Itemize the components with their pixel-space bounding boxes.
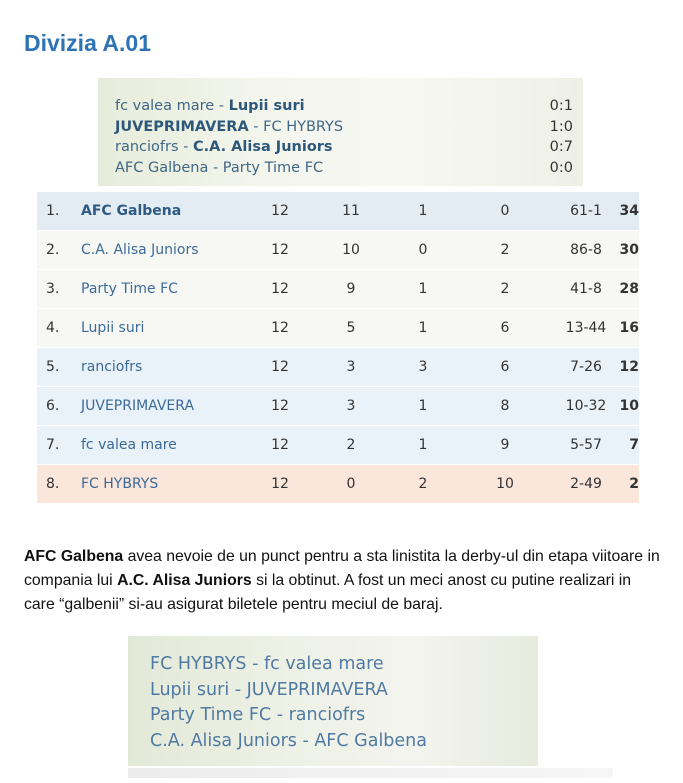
won: 0 [346, 476, 356, 492]
points: 28 [619, 281, 639, 297]
team-name[interactable]: ranciofrs [81, 359, 143, 375]
fixtures-box [128, 636, 538, 766]
results-box [98, 78, 583, 186]
lost: 9 [500, 437, 510, 453]
points: 16 [619, 320, 639, 336]
page-title: Divizia A.01 [24, 30, 151, 56]
points: 10 [619, 398, 639, 414]
team-highlight: AFC Galbena [24, 548, 124, 565]
position: 6. [46, 398, 60, 414]
home-team: AFC Galbena [115, 159, 209, 176]
won: 10 [342, 242, 360, 258]
played: 12 [271, 242, 289, 258]
fixtures-bottom-strip [128, 768, 613, 778]
table-row [37, 387, 639, 426]
score: 1:0 [549, 118, 573, 135]
lost: 2 [500, 242, 510, 258]
score: 0:1 [549, 98, 573, 115]
team-name[interactable]: AFC Galbena [81, 203, 182, 219]
lost: 0 [500, 203, 510, 219]
position: 4. [46, 320, 60, 336]
match-report: AFC Galbena avea nevoie de un punct pentru a sta linistita la derby-ul din etapa viitoare in compania lui A.C. Alisa Juniors si la obtinut. A fost un meci anost cu putine realizari in care “galbenii” si-au asigurat biletele pentru meciul de baraj. [24, 548, 660, 613]
score: 0:7 [549, 139, 573, 156]
goals: 2-49 [570, 476, 602, 492]
drawn: 1 [418, 320, 428, 336]
position: 3. [46, 281, 60, 297]
home-team: JUVEPRIMAVERA [115, 118, 249, 135]
won: 2 [346, 437, 356, 453]
played: 12 [271, 203, 289, 219]
won: 3 [346, 359, 356, 375]
played: 12 [271, 281, 289, 297]
won: 5 [346, 320, 356, 336]
lost: 10 [496, 476, 514, 492]
won: 11 [342, 203, 360, 219]
lost: 6 [500, 320, 510, 336]
table-row [37, 270, 639, 309]
away-team: Party Time FC [222, 159, 324, 176]
position: 1. [46, 203, 60, 219]
table-row [37, 192, 639, 231]
drawn: 1 [418, 398, 428, 414]
table-row [37, 348, 639, 387]
position: 2. [46, 242, 60, 258]
played: 12 [271, 476, 289, 492]
fixture-row: FC HYBRYS - fc valea mare [150, 654, 384, 674]
result-row: JUVEPRIMAVERA - FC HYBRYS 1:0 [115, 118, 573, 135]
team-name[interactable]: FC HYBRYS [81, 476, 159, 492]
goals: 41-8 [570, 281, 602, 297]
drawn: 1 [418, 203, 428, 219]
goals: 86-8 [570, 242, 602, 258]
table-row [37, 309, 639, 348]
away-team: Lupii suri [228, 98, 305, 115]
goals: 5-57 [570, 437, 602, 453]
team-name[interactable]: Party Time FC [81, 281, 178, 297]
drawn: 3 [418, 359, 428, 375]
points: 2 [629, 476, 639, 492]
fixture-row: C.A. Alisa Juniors - AFC Galbena [150, 730, 427, 751]
played: 12 [271, 320, 289, 336]
position: 7. [46, 437, 60, 453]
fixture-row: Lupii suri - JUVEPRIMAVERA [150, 679, 388, 700]
goals: 7-26 [570, 359, 602, 375]
goals: 13-44 [565, 320, 607, 336]
table-row [37, 426, 639, 465]
drawn: 2 [418, 476, 428, 492]
team-highlight: A.C. Alisa Juniors [117, 572, 252, 589]
result-row: ranciofrs - C.A. Alisa Juniors 0:7 [115, 139, 573, 156]
points: 7 [629, 437, 639, 453]
table-row [37, 231, 639, 270]
team-name[interactable]: C.A. Alisa Juniors [81, 242, 199, 258]
drawn: 1 [418, 281, 428, 297]
standings-table [37, 192, 639, 504]
position: 8. [46, 476, 60, 492]
lost: 2 [500, 281, 510, 297]
lost: 8 [500, 398, 510, 414]
fixture-row: Party Time FC - ranciofrs [150, 705, 366, 725]
away-team: FC HYBRYS [263, 118, 344, 135]
goals: 61-1 [570, 203, 602, 219]
won: 3 [346, 398, 356, 414]
played: 12 [271, 359, 289, 375]
score: 0:0 [549, 159, 573, 176]
points: 12 [619, 359, 639, 375]
played: 12 [271, 437, 289, 453]
team-name[interactable]: JUVEPRIMAVERA [81, 398, 195, 414]
team-name[interactable]: fc valea mare [81, 437, 177, 453]
goals: 10-32 [565, 398, 607, 414]
result-row: AFC Galbena - Party Time FC 0:0 [115, 159, 573, 176]
team-name[interactable]: Lupii suri [81, 320, 145, 336]
won: 9 [346, 281, 356, 297]
points: 30 [619, 242, 639, 258]
drawn: 1 [418, 437, 428, 453]
home-team: ranciofrs [115, 139, 179, 156]
lost: 6 [500, 359, 510, 375]
away-team: C.A. Alisa Juniors [192, 139, 333, 156]
table-row [37, 465, 639, 504]
home-team: fc valea mare [115, 98, 215, 115]
drawn: 0 [418, 242, 428, 258]
result-row: fc valea mare - Lupii suri 0:1 [115, 98, 573, 115]
points: 34 [619, 203, 639, 219]
played: 12 [271, 398, 289, 414]
position: 5. [46, 359, 60, 375]
